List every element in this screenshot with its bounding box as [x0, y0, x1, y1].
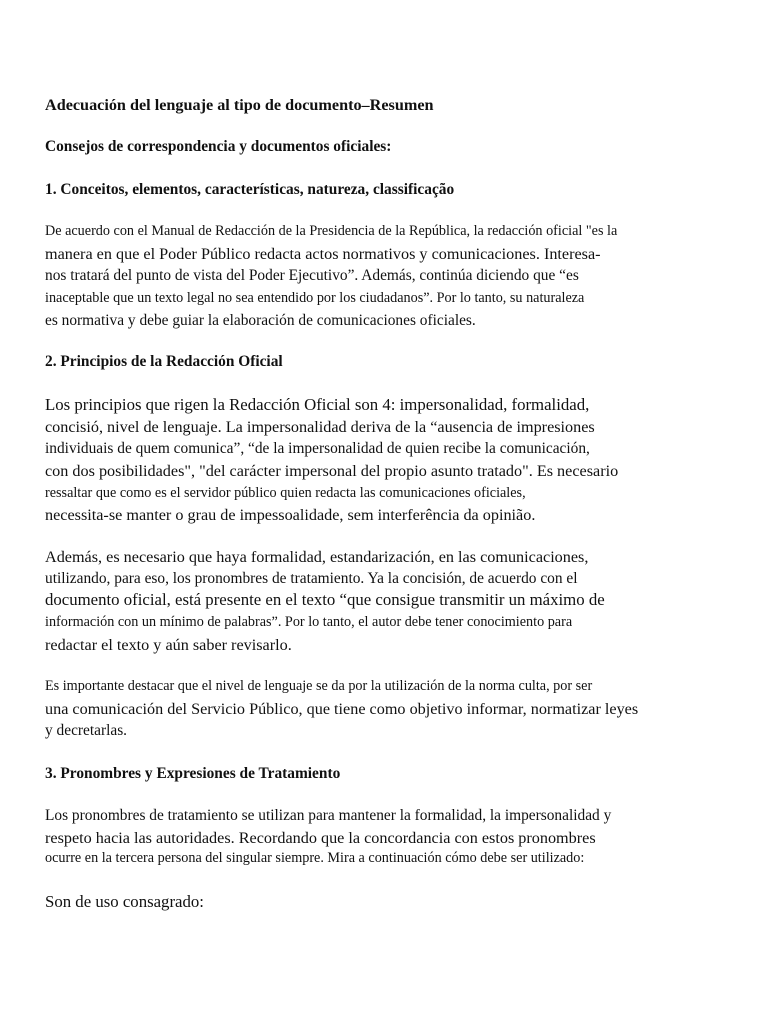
section-3-heading: 3. Pronombres y Expresiones de Tratamiento	[45, 765, 341, 782]
section-2-p2-line: documento oficial, está presente en el texto “que consigue transmitir un máximo de	[45, 590, 605, 609]
section-3-closing: Son de uso consagrado:	[45, 892, 204, 911]
section-2-p3-line: una comunicación del Servicio Público, que tiene como objetivo informar, normatizar leyes	[45, 700, 639, 718]
section-2-p3-line: Es importante destacar que el nivel de lenguaje se da por la utilización de la norma culta, por ser	[45, 678, 593, 694]
section-2-p1-line: ressaltar que como es el servidor público quien redacta las comunicaciones oficiales,	[45, 485, 526, 501]
section-3-line: Los pronombres de tratamiento se utilizan para mantener la formalidad, la impersonalidad y	[45, 807, 612, 824]
section-2-p2-line: utilizando, para eso, los pronombres de tratamiento. Ya la concisión, de acuerdo con el	[45, 570, 578, 587]
section-2-p1-line: necessita-se manter o grau de impessoalidade, sem interferência da opinião.	[45, 506, 536, 524]
document-title: Adecuación del lenguaje al tipo de documento–Resumen	[45, 96, 434, 114]
section-2-heading: 2. Principios de la Redacción Oficial	[45, 353, 283, 370]
section-2-p1-line: Los principios que rigen la Redacción Oficial son 4: impersonalidad, formalidad,	[45, 395, 590, 414]
section-3-line: respeto hacia las autoridades. Recordando que la concordancia con estos pronombres	[45, 829, 596, 847]
section-2-p2-line: Además, es necesario que haya formalidad, estandarización, en las comunicaciones,	[45, 548, 589, 566]
section-2-p2-line: redactar el texto y aún saber revisarlo.	[45, 636, 292, 654]
section-1-line: De acuerdo con el Manual de Redacción de la Presidencia de la República, la redacción oficial "es la	[45, 223, 618, 239]
section-2-p1-line: con dos posibilidades", "del carácter impersonal del propio asunto tratado". Es necesario	[45, 462, 619, 480]
section-1-line: nos tratará del punto de vista del Poder Ejecutivo”. Además, continúa diciendo que “es	[45, 267, 579, 284]
section-2-p2-line: información con un mínimo de palabras”. Por lo tanto, el autor debe tener conocimiento para	[45, 614, 573, 630]
section-1-line: manera en que el Poder Público redacta actos normativos y comunicaciones. Interesa-	[45, 245, 601, 263]
section-2-p3-line: y decretarlas.	[45, 722, 128, 739]
section-1-heading: 1. Conceitos, elementos, características, natureza, classificação	[45, 181, 455, 198]
section-3-line: ocurre en la tercera persona del singular siempre. Mira a continuación cómo debe ser utilizado:	[45, 850, 585, 866]
section-1-line: inaceptable que un texto legal no sea entendido por los ciudadanos”. Por lo tanto, su naturaleza	[45, 290, 585, 306]
section-2-p1-line: individuais de quem comunica”, “de la impersonalidad de quien recibe la comunicación,	[45, 440, 590, 457]
section-1-line: es normativa y debe guiar la elaboración de comunicaciones oficiales.	[45, 312, 476, 329]
section-2-p1-line: concisió, nivel de lenguaje. La impersonalidad deriva de la “ausencia de impresiones	[45, 418, 595, 436]
document-subtitle: Consejos de correspondencia y documentos oficiales:	[45, 138, 392, 155]
